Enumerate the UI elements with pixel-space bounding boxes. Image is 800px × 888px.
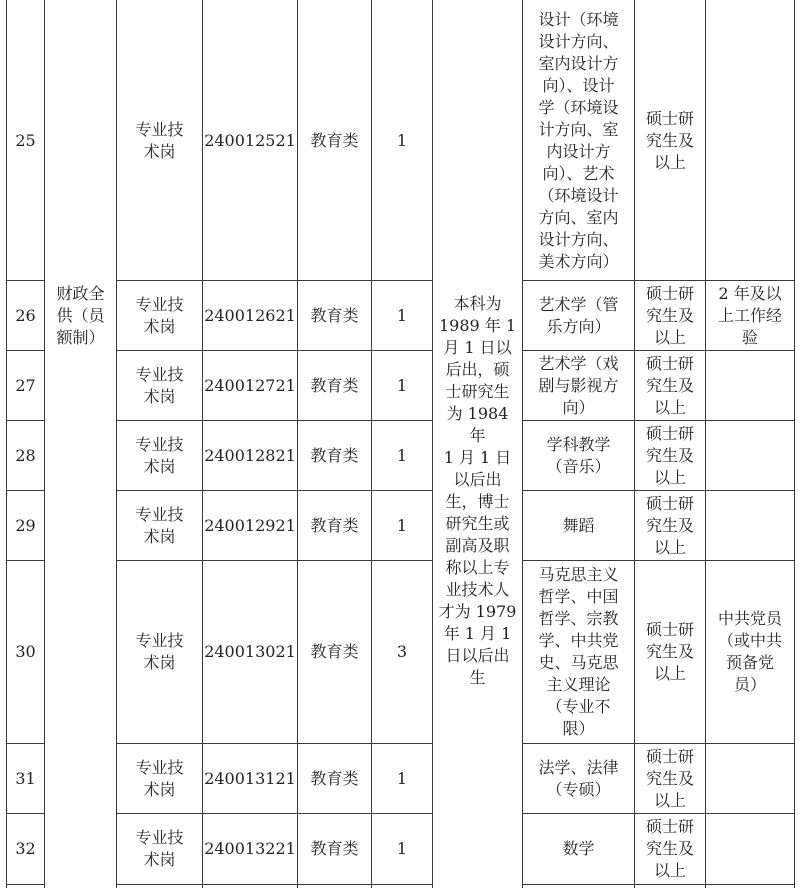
category-cell: 教育类 (310, 445, 359, 465)
other-requirement-cell (706, 421, 794, 490)
post-type-cell: 专业技 术岗 (135, 504, 184, 546)
column-border (44, 0, 45, 888)
funding-type-cell: 财政全 供（员 额制） (56, 283, 105, 347)
major-cell: 艺术学（戏 剧与影视方 向） (538, 353, 619, 417)
other-requirement-cell: 2 年及以 上工作经 验 (717, 283, 782, 347)
major-cell: 设计（环境 设计方向、 室内设计方 向）、设计 学（环境设 计方向、室 内设计方 向）、艺术 （环境设计 方向、室内 设计方向、 美术方向） (538, 9, 619, 271)
other-requirement-cell (706, 351, 794, 420)
headcount-cell: 1 (396, 130, 408, 150)
post-type-cell: 专业技 术岗 (135, 119, 184, 161)
row-number: 25 (15, 130, 36, 150)
education-cell: 硕士研 究生及 以上 (645, 353, 694, 417)
headcount-cell: 1 (396, 305, 408, 325)
major-cell: 学科教学 （音乐） (546, 434, 611, 476)
headcount-cell: 1 (396, 515, 408, 535)
row-number: 30 (15, 642, 36, 661)
major-cell: 艺术学（管 乐方向） (538, 294, 619, 336)
category-cell: 教育类 (310, 375, 359, 395)
post-code-cell: 240013121 (204, 768, 296, 788)
category-cell: 教育类 (310, 768, 359, 788)
row-number: 27 (15, 375, 36, 395)
category-cell: 教育类 (310, 642, 359, 661)
major-cell: 马克思主义 哲学、中国 哲学、宗教 学、中共党 史、马克思 主义理论 （专业不 限） (538, 565, 619, 738)
row-number: 32 (15, 839, 36, 858)
column-border (794, 0, 795, 888)
post-type-cell: 专业技 术岗 (135, 364, 184, 406)
row-number: 28 (15, 445, 36, 465)
row-number: 26 (15, 305, 36, 325)
post-code-cell: 240012821 (204, 445, 296, 465)
post-type-cell: 专业技 术岗 (135, 757, 184, 799)
post-type-cell: 专业技 术岗 (135, 631, 184, 672)
education-cell: 硕士研 究生及 以上 (645, 423, 694, 487)
major-cell: 舞蹈 (562, 515, 595, 535)
category-cell: 教育类 (310, 130, 359, 150)
category-cell: 教育类 (310, 305, 359, 325)
row-border (522, 884, 795, 885)
other-requirement-cell: 中共党员 （或中共 预备党 员） (717, 609, 782, 694)
row-border (116, 884, 433, 885)
headcount-cell: 1 (396, 445, 408, 465)
post-type-cell: 专业技 术岗 (135, 828, 184, 869)
major-cell: 数学 (562, 839, 595, 858)
post-type-cell: 专业技 术岗 (135, 294, 184, 336)
other-requirement-cell (706, 491, 794, 560)
education-cell: 硕士研 究生及 以上 (645, 108, 694, 172)
post-code-cell: 240012521 (204, 130, 296, 150)
education-cell: 硕士研 究生及 以上 (645, 283, 694, 347)
post-type-cell: 专业技 术岗 (135, 434, 184, 476)
row-number: 29 (15, 515, 36, 535)
age-requirement-cell: 本科为 1989 年 1 月 1 日以 后出，硕 士研究生 为 1984 年 1 月 1 日 以后出 生，博士 研究生或 副高及职 称以上专 业技术人 才为 1979 年 1 月 1 日以后出 生 (438, 293, 517, 687)
post-code-cell: 240012621 (204, 305, 296, 325)
post-code-cell: 240012921 (204, 515, 296, 535)
education-cell: 硕士研 究生及 以上 (645, 620, 694, 683)
education-cell: 硕士研 究生及 以上 (645, 493, 694, 557)
category-cell: 教育类 (310, 515, 359, 535)
education-cell: 硕士研 究生及 以上 (645, 817, 694, 880)
category-cell: 教育类 (310, 839, 359, 858)
education-cell: 硕士研 究生及 以上 (645, 746, 694, 810)
headcount-cell: 1 (396, 768, 408, 788)
major-cell: 法学、法律 （专硕） (538, 757, 619, 799)
row-border (6, 884, 45, 885)
post-code-cell: 240013021 (204, 642, 296, 661)
row-number: 31 (15, 768, 36, 788)
other-requirement-cell (706, 1, 794, 280)
post-code-cell: 240012721 (204, 375, 296, 395)
other-requirement-cell (706, 744, 794, 813)
post-code-cell: 240013221 (204, 839, 296, 858)
headcount-cell: 1 (396, 839, 408, 858)
headcount-cell: 3 (396, 642, 408, 661)
headcount-cell: 1 (396, 375, 408, 395)
other-requirement-cell (706, 814, 794, 884)
